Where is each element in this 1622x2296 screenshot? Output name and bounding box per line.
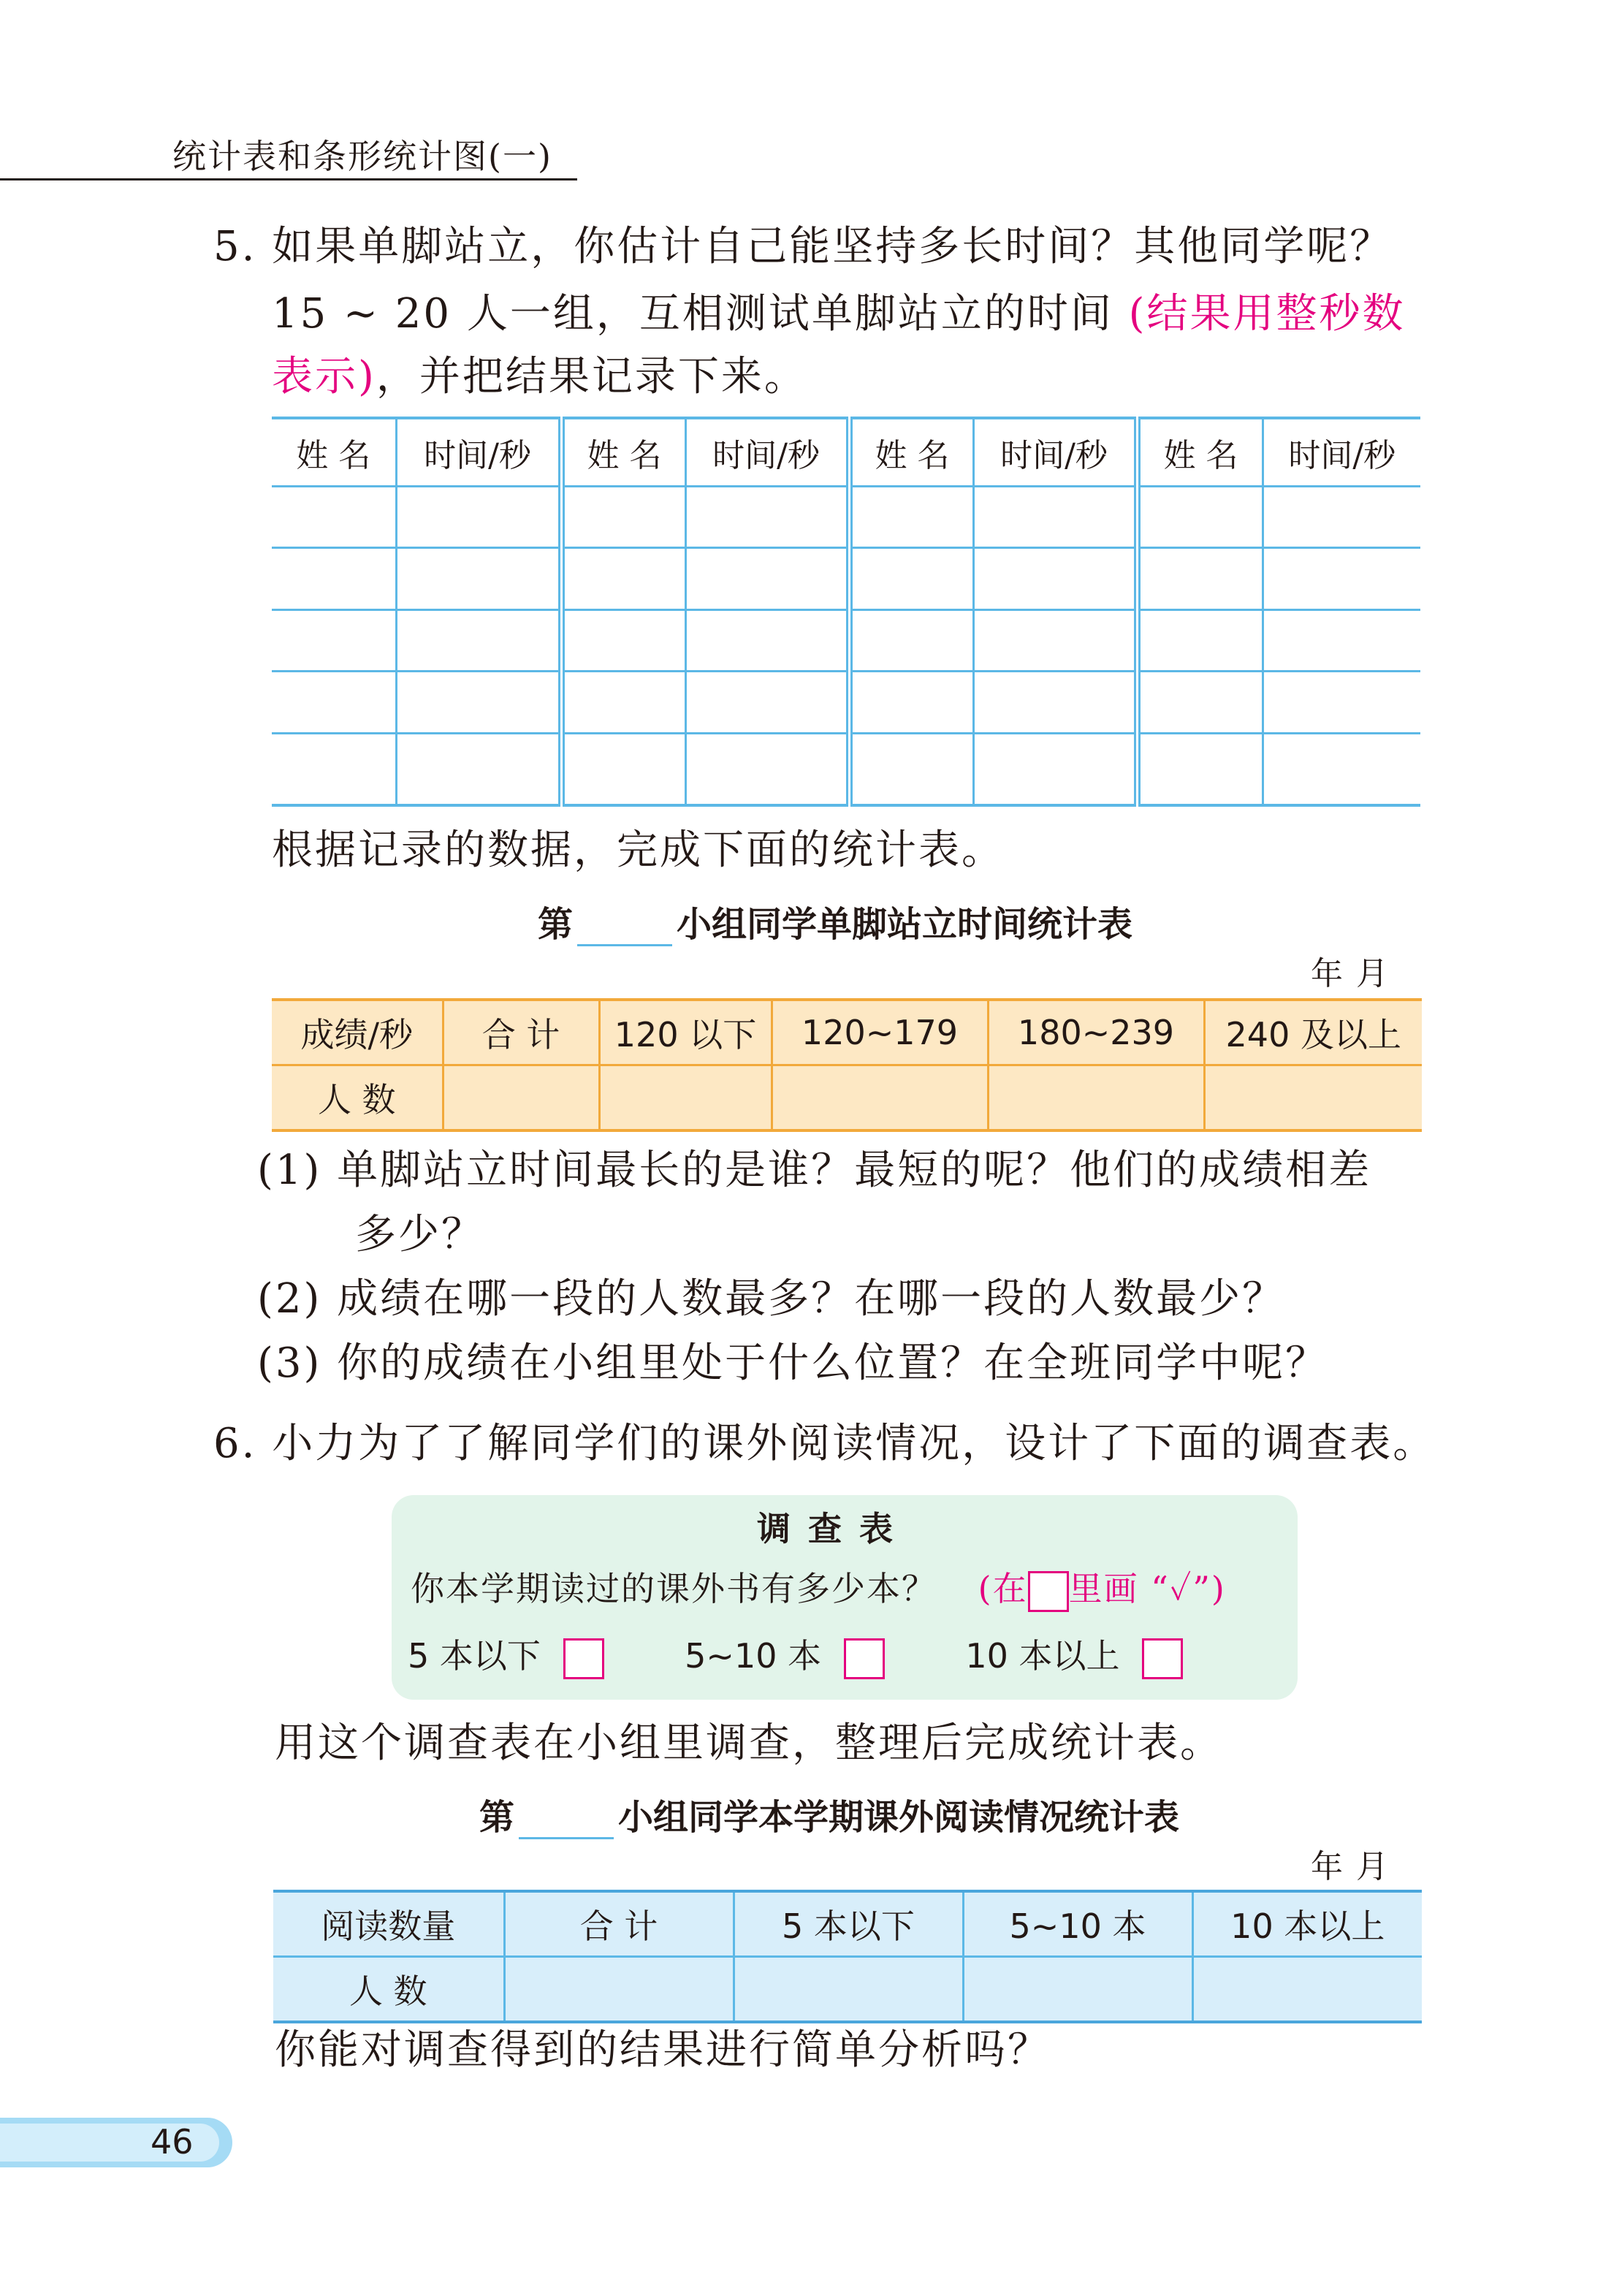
stat2-title [479,1789,1179,1839]
record-cell[interactable] [973,548,1137,609]
record-cell[interactable] [561,672,685,733]
record-cell[interactable] [561,733,685,805]
record-header-cell: 时间/秒 [1263,418,1420,487]
stat1-title-text: 小组同学单脚站立时间统计表 [677,904,1133,945]
record-cell[interactable] [1263,487,1420,548]
record-cell[interactable] [272,733,396,805]
record-cell[interactable] [396,733,561,805]
record-cell[interactable] [272,609,396,671]
record-cell[interactable] [272,548,396,609]
record-cell[interactable] [1137,609,1263,671]
stat2-header-cell: 阅读数量 [273,1891,504,1957]
record-cell[interactable] [396,609,561,671]
record-cell[interactable] [1263,548,1420,609]
record-header-row [272,418,1420,487]
record-header-cell: 时间/秒 [396,418,561,487]
stat2-header-cell: 5 本以下 [734,1891,963,1957]
stat1-header-row [272,1000,1422,1065]
record-cell[interactable] [272,672,396,733]
stat1-input-cell[interactable] [1204,1065,1422,1131]
sample-checkbox [1028,1571,1069,1612]
stat2-row-label: 人 数 [273,1957,504,2023]
stat2-header-cell: 合 计 [504,1891,734,1957]
stat1-input-cell[interactable] [443,1065,599,1131]
stat1-header-cell: 180~239 [988,1000,1204,1065]
option-checkbox-1[interactable] [563,1638,604,1679]
survey-card [392,1495,1298,1700]
record-header-cell: 姓 名 [849,418,973,487]
survey-options [408,1630,1183,1679]
record-cell[interactable] [973,733,1137,805]
record-row [272,487,1420,548]
record-cell[interactable] [973,609,1137,671]
record-header-cell: 姓 名 [272,418,396,487]
stat2-header-cell: 10 本以上 [1192,1891,1422,1957]
q6-instruction: 用这个调查表在小组里调查，整理后完成统计表。 [275,1719,1223,1767]
stat1-header-cell: 240 及以上 [1204,1000,1422,1065]
record-header-cell: 姓 名 [561,418,685,487]
stat1-header-cell: 合 计 [443,1000,599,1065]
record-cell[interactable] [685,487,849,548]
stat1-count-row [272,1065,1422,1131]
stat1-input-cell[interactable] [599,1065,772,1131]
option-label-2: 5~10 本 [685,1636,822,1676]
option-label-3: 10 本以上 [965,1636,1120,1676]
record-cell[interactable] [1263,733,1420,805]
record-cell[interactable] [1137,548,1263,609]
record-cell[interactable] [561,609,685,671]
stat1-header-cell: 120 以下 [599,1000,772,1065]
record-cell[interactable] [849,609,973,671]
option-label-1: 5 本以下 [408,1636,541,1676]
record-cell[interactable] [1263,672,1420,733]
stat2-count-row [273,1957,1422,2023]
record-cell[interactable] [685,609,849,671]
page-number-tab [0,2118,232,2167]
q5-subq-1-cont: 多少？ [355,1211,484,1258]
survey-title: 调 查 表 [757,1509,896,1548]
stat2-header-row [273,1891,1422,1957]
record-header-cell: 时间/秒 [685,418,849,487]
q5-line3 [272,343,807,411]
q5-subq-1: (1) 单脚站立时间最长的是谁？最短的呢？他们的成绩相差 [257,1147,1372,1194]
record-cell[interactable] [1137,733,1263,805]
stat1-input-cell[interactable] [772,1065,988,1131]
q6-line1: 6. 小力为了了解同学们的课外阅读情况，设计了下面的调查表。 [213,1420,1436,1467]
stat2-header-cell: 5~10 本 [963,1891,1192,1957]
record-cell[interactable] [561,487,685,548]
record-cell[interactable] [849,733,973,805]
record-header-cell: 姓 名 [1137,418,1263,487]
record-cell[interactable] [1137,672,1263,733]
record-cell[interactable] [1263,609,1420,671]
record-cell[interactable] [973,487,1137,548]
option-checkbox-2[interactable] [844,1638,885,1679]
q5-line3-text: ，并把结果记录下来。 [376,353,807,400]
option-checkbox-3[interactable] [1142,1638,1183,1679]
stat2-title-prefix: 第 [479,1797,515,1838]
q6-closing: 你能对调查得到的结果进行简单分析吗？ [275,2026,1051,2074]
record-table [272,417,1420,807]
page-number: 46 [151,2122,194,2162]
record-instruction: 根据记录的数据，完成下面的统计表。 [272,826,1005,874]
stat-table-2 [273,1890,1422,2023]
record-cell[interactable] [396,672,561,733]
stat-table-1 [272,998,1422,1132]
record-cell[interactable] [849,548,973,609]
group-number-blank[interactable] [577,911,672,946]
record-cell[interactable] [1137,487,1263,548]
record-header-cell: 时间/秒 [973,418,1137,487]
survey-hint-close: 里画 “✓”) [1068,1569,1226,1608]
survey-question: 你本学期读过的课外书有多少本？ [411,1569,937,1608]
record-cell[interactable] [272,487,396,548]
record-row [272,548,1420,609]
stat1-input-cell[interactable] [988,1065,1204,1131]
stat1-row-label: 人 数 [272,1065,443,1131]
header-rule [0,178,577,180]
record-cell[interactable] [396,487,561,548]
stat2-input-cell[interactable] [734,1957,963,2023]
q5-line1: 5. 如果单脚站立，你估计自己能坚持多长时间？其他同学呢？ [213,223,1393,270]
record-cell[interactable] [973,672,1137,733]
record-row [272,733,1420,805]
q5-subq-3: (3) 你的成绩在小组里处于什么位置？在全班同学中呢？ [257,1339,1329,1387]
record-row [272,672,1420,733]
stat2-date: 年 月 [1311,1848,1390,1885]
record-cell[interactable] [396,548,561,609]
running-header: 统计表和条形统计图(一) [172,137,552,176]
q5-line2 [272,281,1406,348]
stat2-title-text: 小组同学本学期课外阅读情况统计表 [618,1797,1180,1838]
record-row [272,609,1420,671]
record-cell[interactable] [849,672,973,733]
q5-line2-text: 15 ~ 20 人一组，互相测试单脚站立的时间 [272,290,1129,338]
stat1-title-prefix: 第 [538,904,574,945]
q5-line2-note: (结果用整秒数 [1128,290,1406,338]
record-cell[interactable] [685,672,849,733]
stat1-title [538,896,1132,946]
record-cell[interactable] [685,548,849,609]
stat1-date: 年 月 [1311,955,1390,992]
stat2-input-cell[interactable] [504,1957,734,2023]
record-cell[interactable] [849,487,973,548]
stat1-header-cell: 成绩/秒 [272,1000,443,1065]
group-number-blank[interactable] [519,1803,614,1839]
survey-hint-open: (在 [978,1569,1028,1608]
q5-line3-note: 表示) [272,353,376,400]
survey-question-line [411,1562,1226,1612]
stat2-input-cell[interactable] [963,1957,1192,2023]
stat1-header-cell: 120~179 [772,1000,988,1065]
record-cell[interactable] [685,733,849,805]
q5-subq-2: (2) 成绩在哪一段的人数最多？在哪一段的人数最少？ [257,1275,1286,1323]
stat2-input-cell[interactable] [1192,1957,1422,2023]
record-cell[interactable] [561,548,685,609]
